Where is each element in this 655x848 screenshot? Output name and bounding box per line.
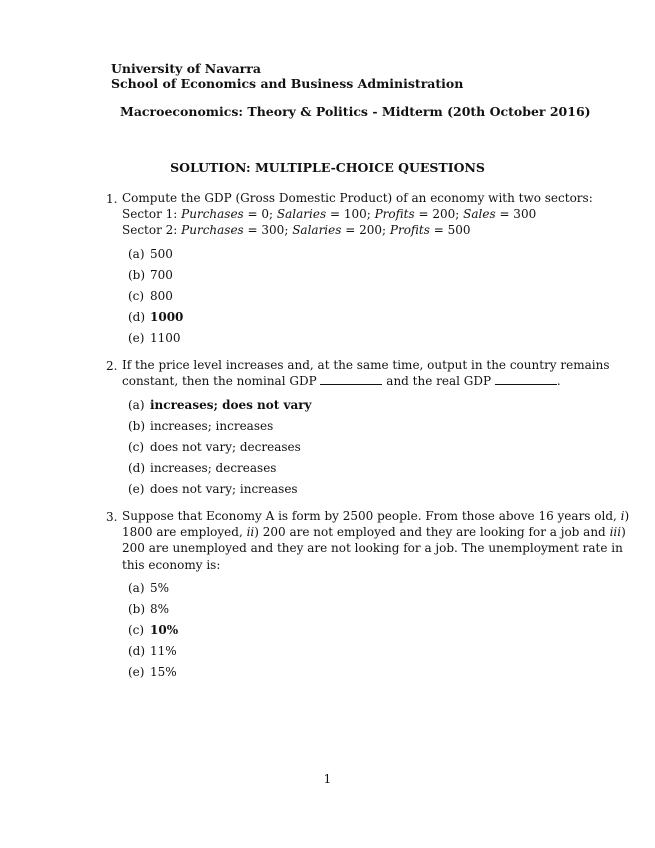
option-label: (d) (128, 310, 146, 324)
option-label: (b) (128, 602, 146, 616)
option-text: 700 (150, 268, 173, 282)
answer-options (128, 581, 178, 686)
question-fragment: and the real GDP (386, 374, 492, 389)
option-label: (c) (128, 289, 145, 303)
question-line (122, 373, 578, 389)
answer-options (128, 247, 183, 352)
question-text (122, 357, 610, 389)
option-c-correct[interactable] (128, 623, 178, 644)
option-text: 8% (150, 602, 170, 616)
option-b[interactable] (128, 268, 183, 289)
option-e[interactable] (128, 665, 178, 686)
purchases-value: = 0; (247, 207, 274, 222)
option-text: increases; does not vary (150, 398, 312, 412)
option-label: (d) (128, 644, 146, 658)
option-text: increases; decreases (150, 461, 277, 475)
option-a[interactable] (128, 247, 183, 268)
option-a[interactable] (128, 581, 178, 602)
real-gdp-blank (495, 375, 557, 385)
question-fragment: ) (621, 525, 626, 540)
profits-value: = 200; (418, 207, 460, 222)
option-label: (b) (128, 268, 146, 282)
school-name: School of Economics and Business Administration (111, 76, 464, 91)
option-text: 500 (150, 247, 173, 261)
option-text: does not vary; decreases (150, 440, 301, 454)
option-text: 10% (150, 623, 179, 637)
option-e[interactable] (128, 482, 312, 503)
purchases-value: = 300; (247, 223, 289, 238)
salaries-value: = 200; (345, 223, 387, 238)
question-fragment: constant, then the nominal GDP (122, 374, 317, 389)
question-line: If the price level increases and, at the same time, output in the country remains (122, 358, 610, 372)
sector-2-line (122, 222, 578, 238)
purchases-var: Purchases (181, 207, 244, 222)
question-fragment: . (556, 374, 561, 389)
option-text: 5% (150, 581, 170, 595)
option-text: 1000 (150, 310, 184, 324)
option-d[interactable] (128, 461, 312, 482)
question-text (122, 508, 630, 573)
option-c[interactable] (128, 289, 183, 310)
answer-options (128, 398, 312, 503)
sales-var: Sales (463, 207, 496, 222)
sector-label: Sector 2: (122, 223, 178, 238)
question-fragment: 1800 are employed, (122, 525, 243, 540)
option-label: (c) (128, 440, 145, 454)
profits-value: = 500 (433, 223, 471, 238)
question-number: 3. (106, 510, 118, 524)
option-text: increases; increases (150, 419, 274, 433)
purchases-var: Purchases (181, 223, 244, 238)
option-text: 800 (150, 289, 173, 303)
sector-label: Sector 1: (122, 207, 178, 222)
roman-numeral: i (620, 509, 625, 523)
option-label: (e) (128, 482, 145, 496)
sales-value: = 300 (499, 207, 537, 222)
option-label: (a) (128, 247, 145, 261)
option-e[interactable] (128, 331, 183, 352)
option-label: (a) (128, 581, 145, 595)
question-text (122, 190, 593, 239)
option-d-correct[interactable] (128, 310, 183, 331)
option-label: (b) (128, 419, 146, 433)
option-c[interactable] (128, 440, 312, 461)
roman-numeral: ii (246, 525, 255, 540)
option-b[interactable] (128, 602, 178, 623)
question-fragment: Suppose that Economy A is form by 2500 people. From those above 16 years old, (122, 509, 617, 523)
roman-numeral: iii (609, 525, 622, 540)
section-title: SOLUTION: MULTIPLE-CHOICE QUESTIONS (170, 160, 485, 175)
option-label: (d) (128, 461, 146, 475)
option-label: (c) (128, 623, 145, 637)
option-text: 15% (150, 665, 177, 679)
question-line: 200 are unemployed and they are not looking for a job. The unemployment rate in (122, 541, 623, 556)
question-number: 2. (106, 359, 118, 373)
question-line (122, 524, 626, 540)
question-intro: Compute the GDP (Gross Domestic Product) of an economy with two sectors: (122, 191, 593, 205)
question-number: 1. (106, 192, 118, 206)
question-fragment: ) (624, 509, 630, 523)
salaries-var: Salaries (292, 223, 342, 238)
profits-var: Profits (389, 223, 430, 238)
salaries-var: Salaries (276, 207, 327, 222)
profits-var: Profits (374, 207, 415, 222)
option-label: (e) (128, 665, 145, 679)
option-a-correct[interactable] (128, 398, 312, 419)
exam-title: Macroeconomics: Theory & Politics - Midterm (20th October 2016) (120, 104, 591, 119)
option-text: does not vary; increases (150, 482, 298, 496)
option-text: 1100 (150, 331, 181, 345)
nominal-gdp-blank (320, 375, 382, 385)
salaries-value: = 100; (329, 207, 371, 222)
option-label: (e) (128, 331, 145, 345)
question-line (122, 508, 630, 524)
sector-1-line (122, 206, 578, 222)
question-line: this economy is: (122, 557, 221, 572)
option-label: (a) (128, 398, 145, 412)
page-number: 1 (323, 772, 332, 786)
university-name: University of Navarra (111, 61, 261, 76)
option-b[interactable] (128, 419, 312, 440)
option-text: 11% (150, 644, 177, 658)
question-fragment: ) 200 are not employed and they are looking for a job and (254, 525, 606, 540)
option-d[interactable] (128, 644, 178, 665)
